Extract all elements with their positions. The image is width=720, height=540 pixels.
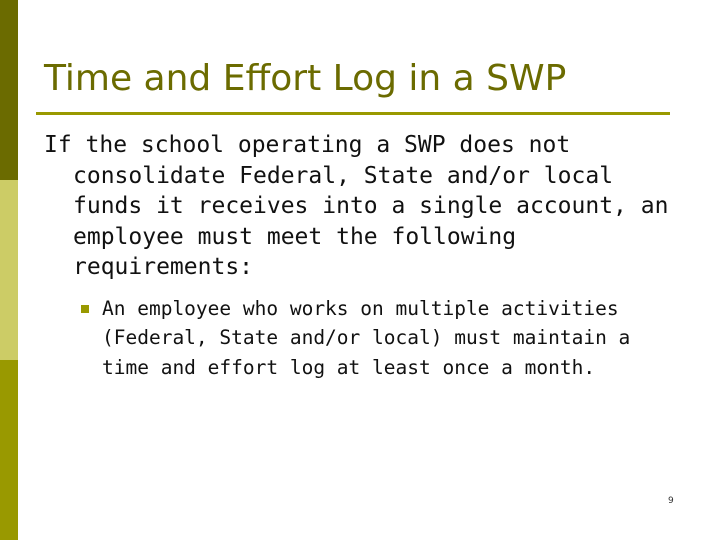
sidebar-band-middle: [0, 180, 18, 360]
body-paragraph: If the school operating a SWP does not consolidate Federal, State and/or local funds it receives into a single account, an employee must meet the following requirements:: [44, 132, 669, 280]
slide-body: [44, 130, 674, 382]
sidebar-band-bottom: [0, 360, 18, 540]
bullet-text: An employee who works on multiple activities (Federal, State and/or local) must maintain a time and effort log at least once a month.: [102, 296, 631, 379]
title-divider: [36, 112, 670, 115]
bullet-item: [44, 294, 674, 383]
slide-number: 9: [668, 496, 674, 506]
sidebar-band-top: [0, 0, 18, 180]
slide-title: Time and Effort Log in a SWP: [44, 58, 567, 99]
square-bullet-icon: [81, 305, 89, 313]
